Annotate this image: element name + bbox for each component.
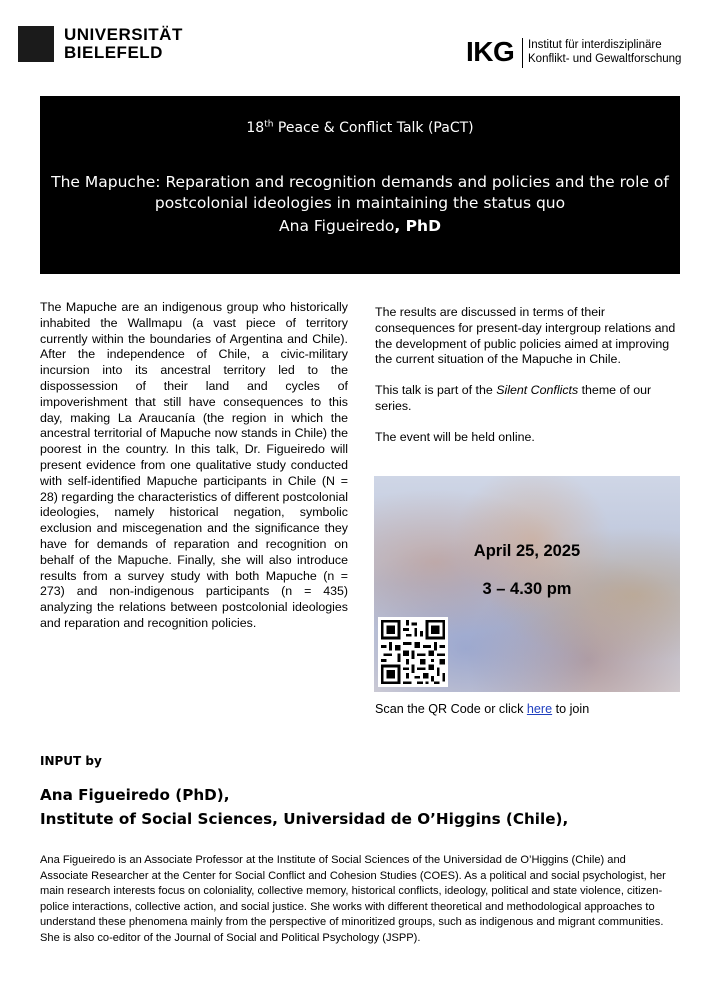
theme-line (375, 383, 685, 415)
series-line (40, 120, 680, 136)
speaker-bio: Ana Figueiredo is an Associate Professor at the Institute of Social Sciences of the Universidad de O’Higgins (Chile) and Associate Researcher at the Center for Social Conflict and Cohesion Studies (COES). As a political and social psychologist, her main research interests focus on coloniality, collective memory, historical conflicts, ideology, political and state violence, citizen-police interactions, collective action, and social justice. She works with different theoretical and methodological approaches to understand these phenomena mainly from the perspective of minoritized groups, such as indigenous and migrant communities. She is also co-editor of the Journal of Social and Political Psychology (JSPP). (40, 854, 666, 944)
speaker-affiliation-line: Institute of Social Sciences, Universidad de O’Higgins (Chile), (40, 810, 569, 828)
event-date: April 25, 2025 (473, 542, 581, 560)
series-ordinal: th (264, 119, 274, 130)
discussion-text: The results are discussed in terms of their consequences for present-day intergroup relations and the development of public policies aimed at improving the current situation of the Mapuche in Chile. (375, 305, 676, 367)
event-time: 3 – 4.30 pm (482, 580, 572, 598)
join-prefix: Scan the QR Code or click (375, 702, 527, 716)
banner-speaker-line (40, 216, 680, 237)
series-name: Peace & Conflict Talk (PaCT) (273, 120, 474, 136)
abstract-text: The Mapuche are an indigenous group who historically inhabited the Wallmapu (a vast piece of territory currently within the boundaries of Argentina and Chile). After the independence of Chile, a civic-military incursion into its ancestral territory led to the dispossession of their land and cycles of impoverishment that still have consequences to this day, making La Araucanía (the region in which the ancestral territorial of Mapuche now stands in Chile) the poorest in the country. In this talk, Dr. Figueiredo will present evidence from one qualitative study conducted with self-identified Mapuche participants in Chile (N = 28) regarding the characteristics of different postcolonial ideologies, namely historical negation, symbolic exclusion and miscegenation and the significance they have for demands of reparation and recognition on behalf of the Mapuche. Finally, she will also introduce results from a survey study with both Mapuche (n = 273) and non-indigenous participants (n = 435) analyzing the relations between postcolonial ideologies and reparation and recognition policies. (40, 300, 348, 630)
university-logo-square-icon (18, 26, 54, 62)
banner-speaker-name: Ana Figueiredo (279, 217, 395, 235)
series-number: 18 (246, 120, 265, 136)
ikg-full-name: Institut für interdisziplinäre Konflikt- und Gewaltforschung (528, 39, 682, 65)
speaker-name-line: Ana Figueiredo (PhD), (40, 786, 230, 804)
join-instructions (375, 702, 695, 716)
right-column (375, 305, 685, 446)
ikg-logo (466, 36, 696, 70)
theme-prefix: This talk is part of the (375, 383, 497, 398)
speaker-block (40, 783, 568, 831)
talk-title: The Mapuche: Reparation and recognition demands and policies and the role of postcolonial ideologies in maintaining the status quo (51, 173, 669, 212)
ikg-acronym: IKG (466, 36, 515, 67)
qr-code-icon[interactable] (378, 617, 448, 687)
university-name: UNIVERSITÄT BIELEFELD (64, 25, 183, 62)
input-heading: INPUT by (40, 754, 102, 768)
university-logo (18, 24, 198, 72)
ikg-divider (522, 38, 523, 68)
online-note: The event will be held online. (375, 429, 535, 444)
theme-suffix: theme of our series. (375, 383, 652, 413)
join-link[interactable]: here (526, 702, 553, 716)
title-banner (40, 96, 680, 274)
join-suffix: to join (552, 702, 590, 716)
theme-name: Silent Conflicts (496, 383, 579, 398)
event-photo (374, 476, 680, 692)
banner-speaker-degree: , PhD (394, 217, 441, 235)
